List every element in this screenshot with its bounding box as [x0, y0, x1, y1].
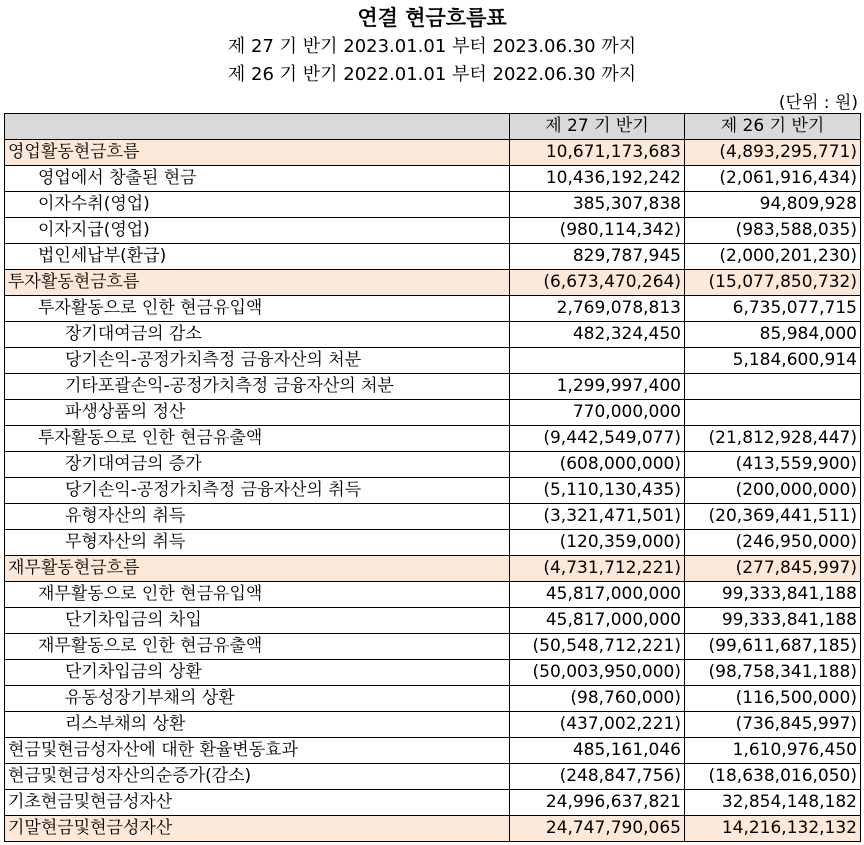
current-period-value: (437,002,221)	[510, 712, 685, 738]
current-period-value	[510, 348, 685, 374]
cash-flow-table	[4, 113, 861, 842]
table-row	[5, 504, 861, 530]
table-row	[5, 322, 861, 348]
table-row	[5, 218, 861, 244]
row-label: 단기차입금의 차입	[5, 608, 510, 634]
current-period-value: 2,769,078,813	[510, 296, 685, 322]
current-period-value: 1,299,997,400	[510, 374, 685, 400]
prior-period-value: (4,893,295,771)	[685, 140, 861, 166]
prior-period-value: (98,758,341,188)	[685, 660, 861, 686]
current-period-value: 10,436,192,242	[510, 166, 685, 192]
row-label: 장기대여금의 감소	[5, 322, 510, 348]
prior-period-value: (15,077,850,732)	[685, 270, 861, 296]
row-label: 파생상품의 정산	[5, 400, 510, 426]
current-period-value: (248,847,756)	[510, 764, 685, 790]
prior-period-value: (99,611,687,185)	[685, 634, 861, 660]
table-row	[5, 374, 861, 400]
current-period-value: 485,161,046	[510, 738, 685, 764]
current-period-value: 829,787,945	[510, 244, 685, 270]
current-period-value: 10,671,173,683	[510, 140, 685, 166]
current-period-value: (50,548,712,221)	[510, 634, 685, 660]
row-label: 장기대여금의 증가	[5, 452, 510, 478]
table-row	[5, 452, 861, 478]
prior-period-value: (2,061,916,434)	[685, 166, 861, 192]
table-row	[5, 296, 861, 322]
header-current-period: 제 27 기 반기	[510, 114, 685, 140]
table-row	[5, 790, 861, 816]
table-row	[5, 192, 861, 218]
current-period-value: 24,747,790,065	[510, 816, 685, 842]
current-period-value: (6,673,470,264)	[510, 270, 685, 296]
row-label: 이자수취(영업)	[5, 192, 510, 218]
row-label: 기초현금및현금성자산	[5, 790, 510, 816]
row-label: 기말현금및현금성자산	[5, 816, 510, 842]
unit-label: (단위 : 원)	[778, 93, 858, 113]
row-label: 현금및현금성자산에 대한 환율변동효과	[5, 738, 510, 764]
statement-title: 연결 현금흐름표	[357, 6, 507, 30]
prior-period-value: 14,216,132,132	[685, 816, 861, 842]
table-row	[5, 660, 861, 686]
prior-period-value: 94,809,928	[685, 192, 861, 218]
current-period-value: (120,359,000)	[510, 530, 685, 556]
table-row	[5, 816, 861, 842]
row-label: 유형자산의 취득	[5, 504, 510, 530]
prior-period-value: (18,638,016,050)	[685, 764, 861, 790]
table-row	[5, 686, 861, 712]
table-row	[5, 764, 861, 790]
table-row	[5, 244, 861, 270]
row-label: 당기손익-공정가치측정 금융자산의 취득	[5, 478, 510, 504]
period-current: 제 27 기 반기 2023.01.01 부터 2023.06.30 까지	[227, 36, 637, 57]
table-row	[5, 348, 861, 374]
current-period-value: 482,324,450	[510, 322, 685, 348]
prior-period-value: (2,000,201,230)	[685, 244, 861, 270]
table-row	[5, 270, 861, 296]
row-label: 기타포괄손익-공정가치측정 금융자산의 처분	[5, 374, 510, 400]
table-row	[5, 712, 861, 738]
current-period-value: (3,321,471,501)	[510, 504, 685, 530]
prior-period-value: 1,610,976,450	[685, 738, 861, 764]
table-row	[5, 426, 861, 452]
row-label: 투자활동으로 인한 현금유입액	[5, 296, 510, 322]
current-period-value: (4,731,712,221)	[510, 556, 685, 582]
row-label: 영업활동현금흐름	[5, 140, 510, 166]
table-row	[5, 738, 861, 764]
row-label: 당기손익-공정가치측정 금융자산의 처분	[5, 348, 510, 374]
current-period-value: (608,000,000)	[510, 452, 685, 478]
current-period-value: 24,996,637,821	[510, 790, 685, 816]
row-label: 무형자산의 취득	[5, 530, 510, 556]
prior-period-value: (21,812,928,447)	[685, 426, 861, 452]
prior-period-value: 99,333,841,188	[685, 608, 861, 634]
row-label: 투자활동현금흐름	[5, 270, 510, 296]
current-period-value: (50,003,950,000)	[510, 660, 685, 686]
table-row	[5, 478, 861, 504]
prior-period-value: (736,845,997)	[685, 712, 861, 738]
row-label: 재무활동으로 인한 현금유입액	[5, 582, 510, 608]
current-period-value: (5,110,130,435)	[510, 478, 685, 504]
current-period-value: 385,307,838	[510, 192, 685, 218]
prior-period-value: (200,000,000)	[685, 478, 861, 504]
row-label: 리스부채의 상환	[5, 712, 510, 738]
header-prior-period: 제 26 기 반기	[685, 114, 861, 140]
table-row	[5, 140, 861, 166]
current-period-value: 45,817,000,000	[510, 608, 685, 634]
current-period-value: (980,114,342)	[510, 218, 685, 244]
prior-period-value: (246,950,000)	[685, 530, 861, 556]
row-label: 투자활동으로 인한 현금유출액	[5, 426, 510, 452]
prior-period-value: (413,559,900)	[685, 452, 861, 478]
row-label: 현금및현금성자산의순증가(감소)	[5, 764, 510, 790]
prior-period-value	[685, 400, 861, 426]
table-row	[5, 608, 861, 634]
prior-period-value: 6,735,077,715	[685, 296, 861, 322]
table-row	[5, 166, 861, 192]
row-label: 법인세납부(환급)	[5, 244, 510, 270]
table-row	[5, 400, 861, 426]
table-header-row	[5, 114, 861, 140]
row-label: 단기차입금의 상환	[5, 660, 510, 686]
current-period-value: 45,817,000,000	[510, 582, 685, 608]
table-row	[5, 556, 861, 582]
prior-period-value: 32,854,148,182	[685, 790, 861, 816]
row-label: 재무활동현금흐름	[5, 556, 510, 582]
row-label: 영업에서 창출된 현금	[5, 166, 510, 192]
table-row	[5, 634, 861, 660]
header-label	[5, 114, 510, 140]
current-period-value: (98,760,000)	[510, 686, 685, 712]
current-period-value: 770,000,000	[510, 400, 685, 426]
current-period-value: (9,442,549,077)	[510, 426, 685, 452]
prior-period-value	[685, 374, 861, 400]
prior-period-value: (20,369,441,511)	[685, 504, 861, 530]
row-label: 재무활동으로 인한 현금유출액	[5, 634, 510, 660]
table-row	[5, 530, 861, 556]
prior-period-value: (983,588,035)	[685, 218, 861, 244]
row-label: 이자지급(영업)	[5, 218, 510, 244]
table-row	[5, 582, 861, 608]
prior-period-value: 5,184,600,914	[685, 348, 861, 374]
prior-period-value: 99,333,841,188	[685, 582, 861, 608]
prior-period-value: (116,500,000)	[685, 686, 861, 712]
period-prior: 제 26 기 반기 2022.01.01 부터 2022.06.30 까지	[227, 64, 637, 85]
prior-period-value: (277,845,997)	[685, 556, 861, 582]
prior-period-value: 85,984,000	[685, 322, 861, 348]
row-label: 유동성장기부채의 상환	[5, 686, 510, 712]
